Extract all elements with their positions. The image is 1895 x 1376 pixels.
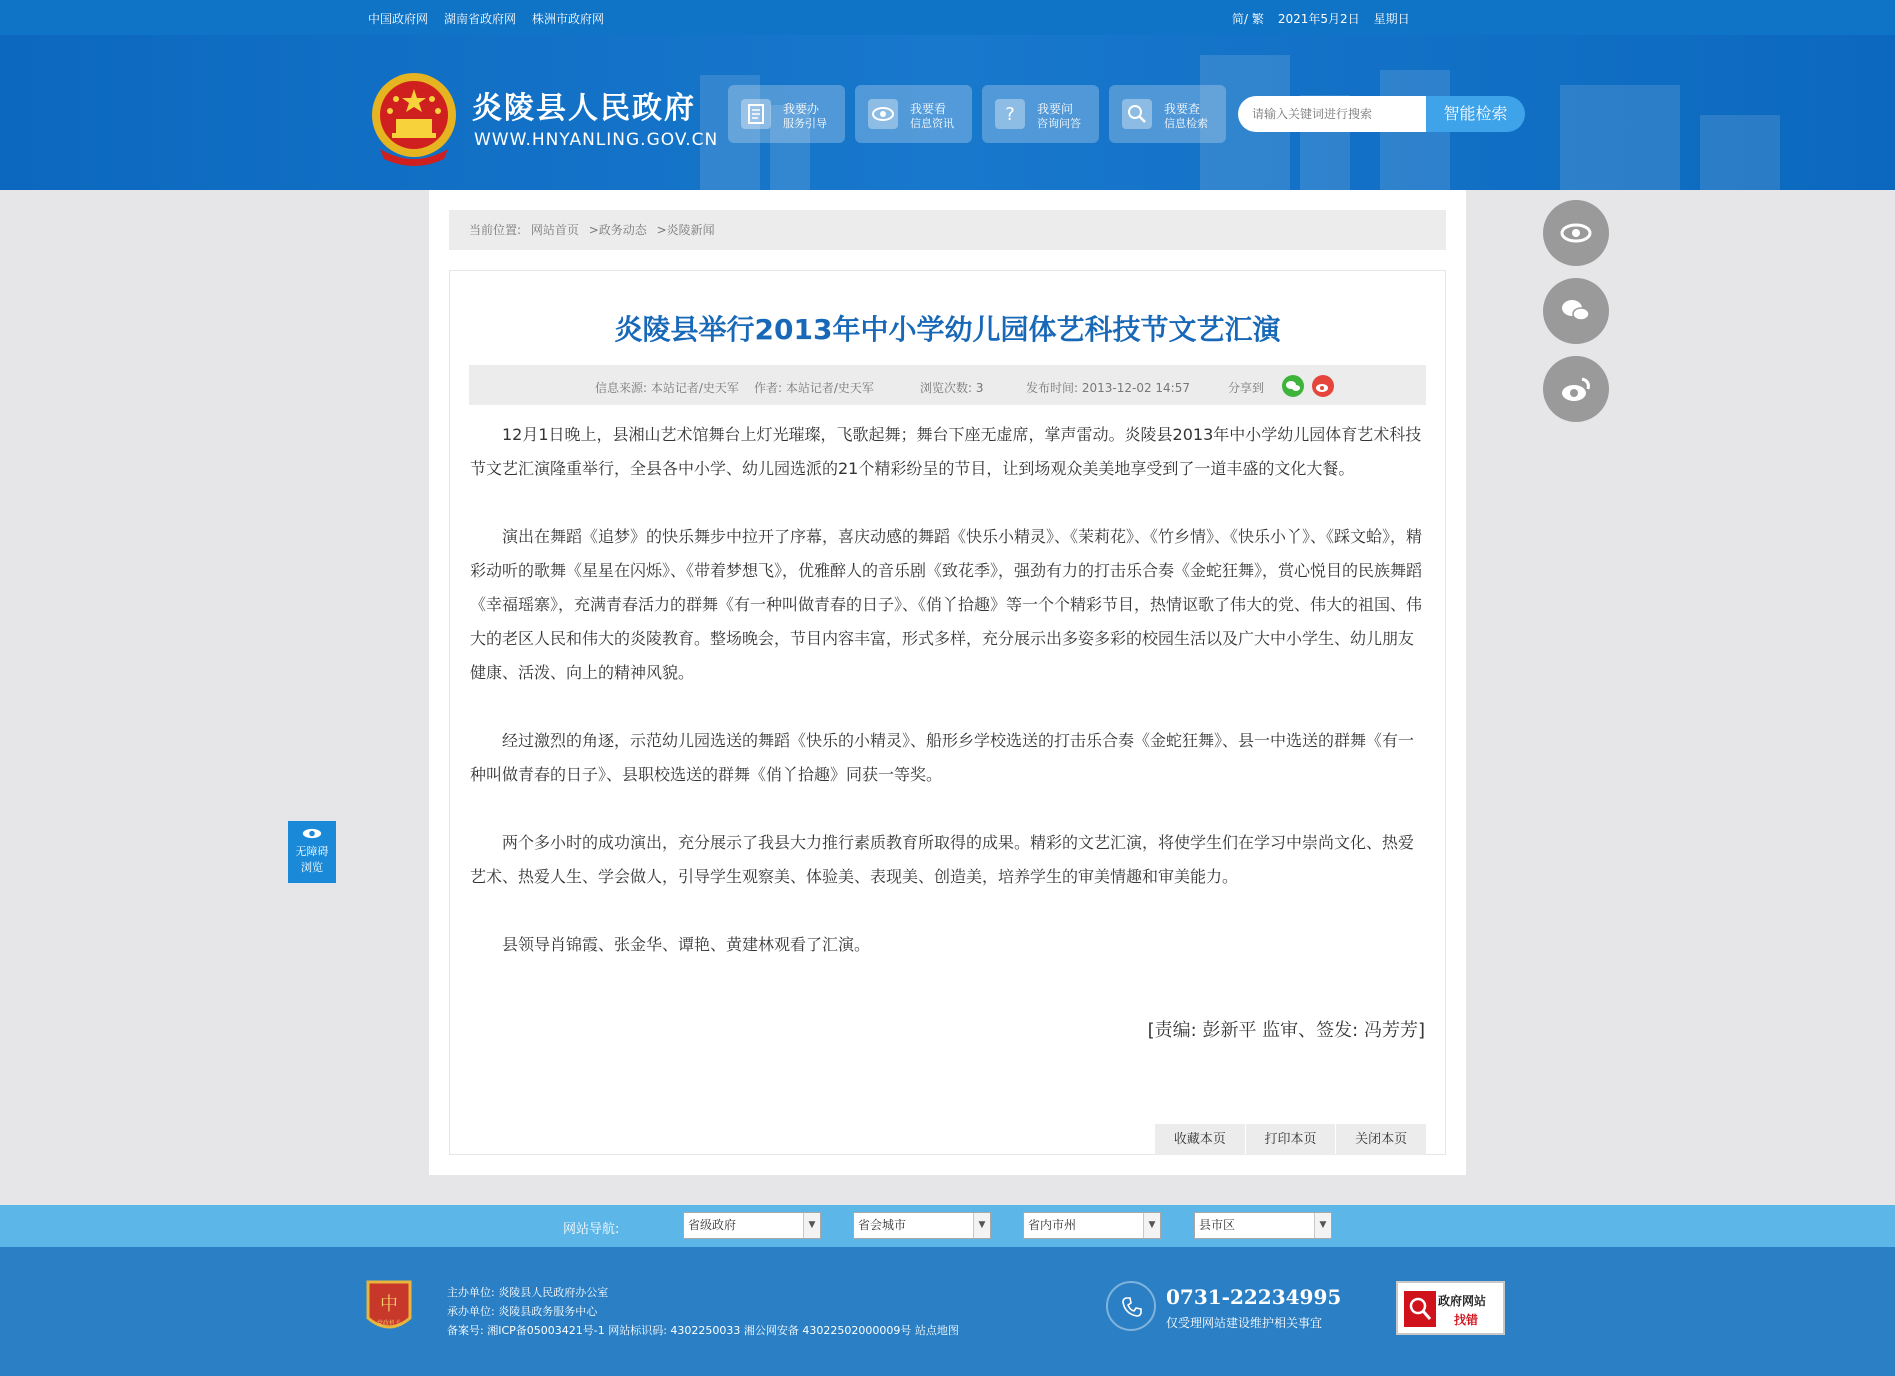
- weekday-text: 星期日: [1373, 12, 1410, 26]
- close-page-button[interactable]: 关闭本页: [1336, 1124, 1426, 1155]
- eye-icon: [1558, 215, 1594, 251]
- svg-text:?: ?: [1005, 104, 1015, 125]
- meta-source: 信息来源: 本站记者/史天军: [595, 381, 739, 395]
- party-gov-badge[interactable]: [364, 1278, 414, 1338]
- info-news-line2: 信息资讯: [910, 117, 954, 130]
- footer-phone-note: 仅受理网站建设维护相关事宜: [1166, 1316, 1323, 1330]
- magnifier-icon: [1404, 1291, 1436, 1327]
- top-right: [1232, 10, 1410, 27]
- province-gov-select[interactable]: [683, 1212, 821, 1239]
- province-city-select[interactable]: [1023, 1212, 1161, 1239]
- meta-views: 浏览次数: 3: [920, 381, 984, 395]
- article-meta: [469, 365, 1426, 405]
- article-paragraph: 12月1日晚上，县湘山艺术馆舞台上灯光璀璨，飞歌起舞；舞台下座无虚席，掌声雷动。炎陵县2013年中小学幼儿园体育艺术科技节文艺汇演隆重举行，全县各中小学、幼儿园选派的21个精彩纷呈的节目，让到场观众美美地享受到了一道丰盛的文化大餐。: [470, 425, 1422, 478]
- info-search-line2: 信息检索: [1164, 117, 1208, 130]
- chevron-down-icon: ▼: [973, 1213, 990, 1238]
- site-footer: [0, 1247, 1895, 1376]
- top-links: [368, 10, 604, 27]
- province-gov-value: 省级政府: [688, 1218, 737, 1232]
- breadcrumb: [449, 210, 1446, 250]
- meta-published: 发布时间: 2013-12-02 14:57: [1026, 381, 1190, 395]
- site-nav-bar: [0, 1205, 1895, 1247]
- search-submit-button[interactable]: 智能检索: [1426, 96, 1525, 132]
- lang-switch[interactable]: 简/ 繁: [1232, 12, 1264, 26]
- service-guide-button[interactable]: [728, 85, 845, 143]
- question-icon: [995, 99, 1025, 129]
- province-city-value: 省内市州: [1028, 1218, 1077, 1232]
- chevron-down-icon: ▼: [803, 1213, 820, 1238]
- meta-author: 作者: 本站记者/史天军: [754, 381, 874, 395]
- info-news-line1: 我要看: [910, 102, 947, 116]
- service-guide-line2: 服务引导: [783, 117, 827, 130]
- consult-qa-line2: 咨询问答: [1037, 117, 1081, 130]
- info-search-button[interactable]: [1109, 85, 1226, 143]
- print-page-button[interactable]: 打印本页: [1246, 1124, 1336, 1155]
- meta-share-label: 分享到: [1228, 381, 1265, 395]
- capital-city-select[interactable]: [853, 1212, 991, 1239]
- wechat-share-icon[interactable]: [1282, 375, 1304, 397]
- footer-phone: 0731-22234995: [1166, 1285, 1342, 1309]
- article-paragraph: 县领导肖锦霞、张金华、谭艳、黄建林观看了汇演。: [502, 935, 871, 954]
- accessibility-button[interactable]: [288, 821, 336, 883]
- consult-qa-line1: 我要问: [1037, 102, 1074, 116]
- weibo-icon: [1558, 371, 1594, 407]
- info-search-line1: 我要查: [1164, 102, 1201, 116]
- chevron-down-icon: ▼: [1143, 1213, 1160, 1238]
- national-emblem: [366, 69, 462, 171]
- footer-host: 主办单位: 炎陵县人民政府办公室: [447, 1286, 609, 1299]
- findbug-line2: 找错: [1454, 1313, 1479, 1327]
- weibo-share-icon[interactable]: [1312, 375, 1334, 397]
- float-wechat-button[interactable]: [1543, 278, 1609, 344]
- article-title: 炎陵县举行2013年中小学幼儿园体艺科技节文艺汇演: [614, 313, 1281, 346]
- chevron-down-icon: ▼: [1314, 1213, 1331, 1238]
- header-search: [1238, 96, 1525, 132]
- float-eye-button[interactable]: [1543, 200, 1609, 266]
- footer-info: [447, 1283, 959, 1340]
- eye-icon: [301, 827, 323, 840]
- article-paragraph: 两个多小时的成功演出，充分展示了我县大力推行素质教育所取得的成果。精彩的文艺汇演，将使学生们在学习中崇尚文化、热爱艺术、热爱人生、学会做人，引导学生观察美、体验美、表现美、创造美，培养学生的审美情趣和审美能力。: [470, 833, 1415, 886]
- document-icon: [741, 99, 771, 129]
- search-icon: [1122, 99, 1152, 129]
- link-zhuzhou-gov[interactable]: 株洲市政府网: [532, 12, 605, 26]
- gov-site-findbug-button[interactable]: [1396, 1281, 1505, 1335]
- search-input[interactable]: [1238, 96, 1428, 132]
- service-guide-line1: 我要办: [783, 102, 820, 116]
- capital-city-value: 省会城市: [858, 1218, 907, 1232]
- findbug-line1: 政府网站: [1438, 1294, 1487, 1308]
- phone-icon: [1106, 1281, 1156, 1331]
- site-url: WWW.HNYANLING.GOV.CN: [474, 130, 719, 150]
- breadcrumb-home[interactable]: 网站首页: [530, 223, 579, 237]
- bookmark-page-button[interactable]: 收藏本页: [1155, 1124, 1245, 1155]
- accessibility-line1: 无障碍: [295, 845, 329, 858]
- consult-qa-button[interactable]: [982, 85, 1099, 143]
- article-paragraph: 演出在舞蹈《追梦》的快乐舞步中拉开了序幕，喜庆动感的舞蹈《快乐小精灵》、《茉莉花》、《竹乡情》、《快乐小丫》、《踩文蛤》，精彩动听的歌舞《星星在闪烁》、《带着梦想飞》，优雅醉人的音乐剧《致花季》，强劲有力的打击乐合奏《金蛇狂舞》，赏心悦目的民族舞蹈《幸福瑶寨》，充满青春活力的群舞《有一种叫做青春的日子》、《俏丫拾趣》等一个个精彩节目，热情讴歌了伟大的党、伟大的祖国、伟大的老区人民和伟大的炎陵教育。整场晚会，节目内容丰富，形式多样，充分展示出多姿多彩的校园生活以及广大中小学生、幼儿朋友健康、活泼、向上的精神风貌。: [470, 527, 1423, 682]
- link-hunan-gov[interactable]: 湖南省政府网: [444, 12, 517, 26]
- info-news-button[interactable]: [855, 85, 972, 143]
- breadcrumb-politics[interactable]: >政务动态: [588, 223, 647, 237]
- breadcrumb-news[interactable]: >炎陵新闻: [656, 223, 715, 237]
- site-title: 炎陵县人民政府: [472, 91, 696, 126]
- accessibility-line2: 浏览: [301, 861, 323, 874]
- top-bar: [0, 0, 1895, 35]
- site-nav-label: 网站导航:: [563, 1222, 620, 1237]
- site-header: [0, 35, 1895, 190]
- footer-organizer: 承办单位: 炎陵县政务服务中心: [447, 1305, 598, 1318]
- article-body: [470, 418, 1425, 996]
- wechat-icon: [1558, 293, 1594, 329]
- article-tools: [1154, 1124, 1426, 1155]
- float-weibo-button[interactable]: [1543, 356, 1609, 422]
- footer-record: 备案号: 湘ICP备05003421号-1 网站标识码: 4302250033 湘公网安备 43022502000009号 站点地图: [447, 1324, 959, 1337]
- date-text: 2021年5月2日: [1277, 12, 1360, 26]
- article-paragraph: 经过激烈的角逐，示范幼儿园选送的舞蹈《快乐的小精灵》、船形乡学校选送的打击乐合奏《金蛇狂舞》、县一中选送的群舞《有一种叫做青春的日子》、县职校选送的群舞《俏丫拾趣》同获一等奖。: [470, 731, 1415, 784]
- svg-text:中: 中: [380, 1294, 398, 1315]
- county-value: 县市区: [1199, 1218, 1236, 1232]
- eye-icon: [868, 99, 898, 129]
- breadcrumb-label: 当前位置:: [469, 223, 522, 237]
- county-select[interactable]: [1194, 1212, 1332, 1239]
- article-signoff: [责编: 彭新平 监审、签发: 冯芳芳]: [1147, 1020, 1425, 1041]
- link-central-gov[interactable]: 中国政府网: [368, 12, 429, 26]
- svg-text:党政机关: 党政机关: [376, 1320, 402, 1327]
